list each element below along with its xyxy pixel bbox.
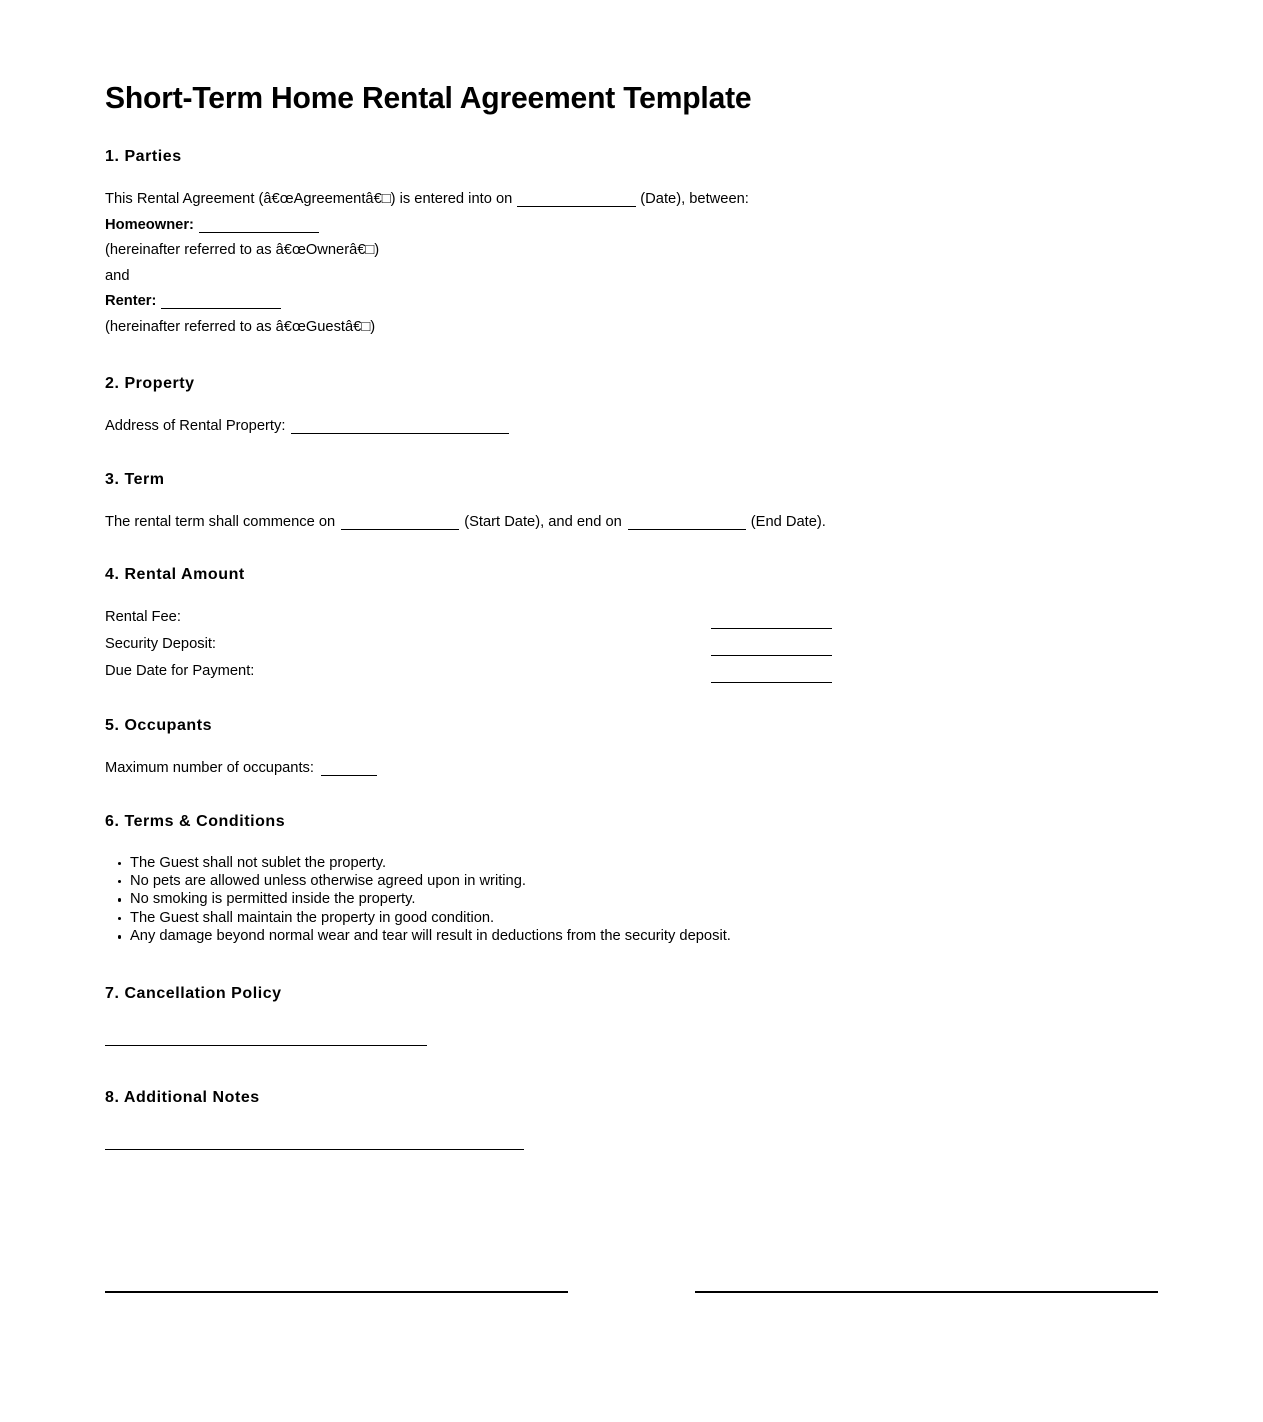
due-date-row bbox=[105, 658, 1165, 685]
term-item-text: The Guest shall maintain the property in good condition. bbox=[130, 909, 495, 926]
list-item bbox=[105, 854, 1165, 872]
term-item-text: The Guest shall not sublet the property. bbox=[130, 854, 387, 871]
max-occupants-line bbox=[105, 756, 1165, 782]
start-date-blank-field[interactable] bbox=[341, 517, 459, 530]
section-heading-parties: 1. Parties bbox=[105, 148, 182, 165]
security-deposit-label: Security Deposit: bbox=[105, 636, 217, 652]
term-middle-text: (Start Date), and end on bbox=[464, 513, 622, 530]
page-title: Short-Term Home Rental Agreement Template bbox=[105, 80, 752, 115]
term-start-text: The rental term shall commence on bbox=[105, 513, 336, 530]
renter-line bbox=[105, 289, 1165, 315]
term-item-text: No pets are allowed unless otherwise agreed upon in writing. bbox=[130, 872, 526, 889]
security-deposit-blank-field[interactable] bbox=[711, 655, 832, 656]
list-item bbox=[105, 927, 1165, 945]
list-item bbox=[105, 890, 1165, 908]
homeowner-name-blank[interactable] bbox=[199, 220, 319, 233]
parties-intro-line bbox=[105, 187, 1165, 213]
due-date-label: Due Date for Payment: bbox=[105, 663, 255, 679]
terms-list bbox=[105, 854, 1165, 946]
term-item-text: Any damage beyond normal wear and tear will result in deductions from the security deposit. bbox=[130, 928, 731, 945]
section-heading-additional-notes: 8. Additional Notes bbox=[105, 1088, 260, 1106]
renter-label: Renter: bbox=[105, 293, 157, 309]
signature-row bbox=[105, 1291, 1158, 1295]
address-blank-field[interactable] bbox=[291, 421, 509, 434]
additional-notes-blank-field[interactable] bbox=[105, 1149, 524, 1150]
section-heading-occupants: 5. Occupants bbox=[105, 717, 213, 734]
date-blank-field[interactable] bbox=[517, 194, 636, 207]
section-heading-property: 2. Property bbox=[105, 375, 195, 392]
max-occupants-blank-field[interactable] bbox=[321, 763, 377, 776]
guest-signature-line[interactable] bbox=[695, 1291, 1158, 1293]
homeowner-line bbox=[105, 213, 1165, 239]
parties-conjunction: and bbox=[105, 267, 130, 284]
rental-fee-label: Rental Fee: bbox=[105, 609, 181, 625]
end-date-blank-field[interactable] bbox=[628, 517, 746, 530]
list-item bbox=[105, 872, 1165, 890]
rental-fee-blank-field[interactable] bbox=[711, 628, 832, 629]
section-heading-rental-amount: 4. Rental Amount bbox=[105, 566, 245, 583]
document-body bbox=[105, 0, 1165, 1150]
term-end-text: (End Date). bbox=[750, 513, 826, 530]
due-date-blank-field[interactable] bbox=[711, 682, 832, 683]
section-heading-cancellation-policy: 7. Cancellation Policy bbox=[105, 984, 282, 1002]
rental-fee-row bbox=[105, 604, 1165, 631]
term-item-text: No smoking is permitted inside the property. bbox=[130, 891, 416, 908]
renter-name-blank[interactable] bbox=[161, 296, 281, 309]
owner-signature-line[interactable] bbox=[105, 1291, 568, 1293]
parties-intro-date-suffix: (Date), between: bbox=[640, 191, 749, 207]
term-dates-line bbox=[105, 510, 1165, 536]
security-deposit-row bbox=[105, 631, 1165, 658]
address-label: Address of Rental Property: bbox=[105, 418, 286, 434]
guest-definition-note: (hereinafter referred to as â€œGuestâ€□) bbox=[105, 318, 376, 335]
property-address-line bbox=[105, 414, 1165, 440]
parties-intro-text: This Rental Agreement (â€œAgreementâ€□) is entered into on bbox=[105, 191, 513, 207]
homeowner-label: Homeowner: bbox=[105, 216, 194, 233]
owner-definition-note: (hereinafter referred to as â€œOwnerâ€□) bbox=[105, 242, 380, 258]
section-heading-term: 3. Term bbox=[105, 470, 165, 488]
section-heading-terms-conditions: 6. Terms & Conditions bbox=[105, 812, 286, 830]
max-occupants-label: Maximum number of occupants: bbox=[105, 760, 314, 776]
list-item bbox=[105, 909, 1165, 927]
